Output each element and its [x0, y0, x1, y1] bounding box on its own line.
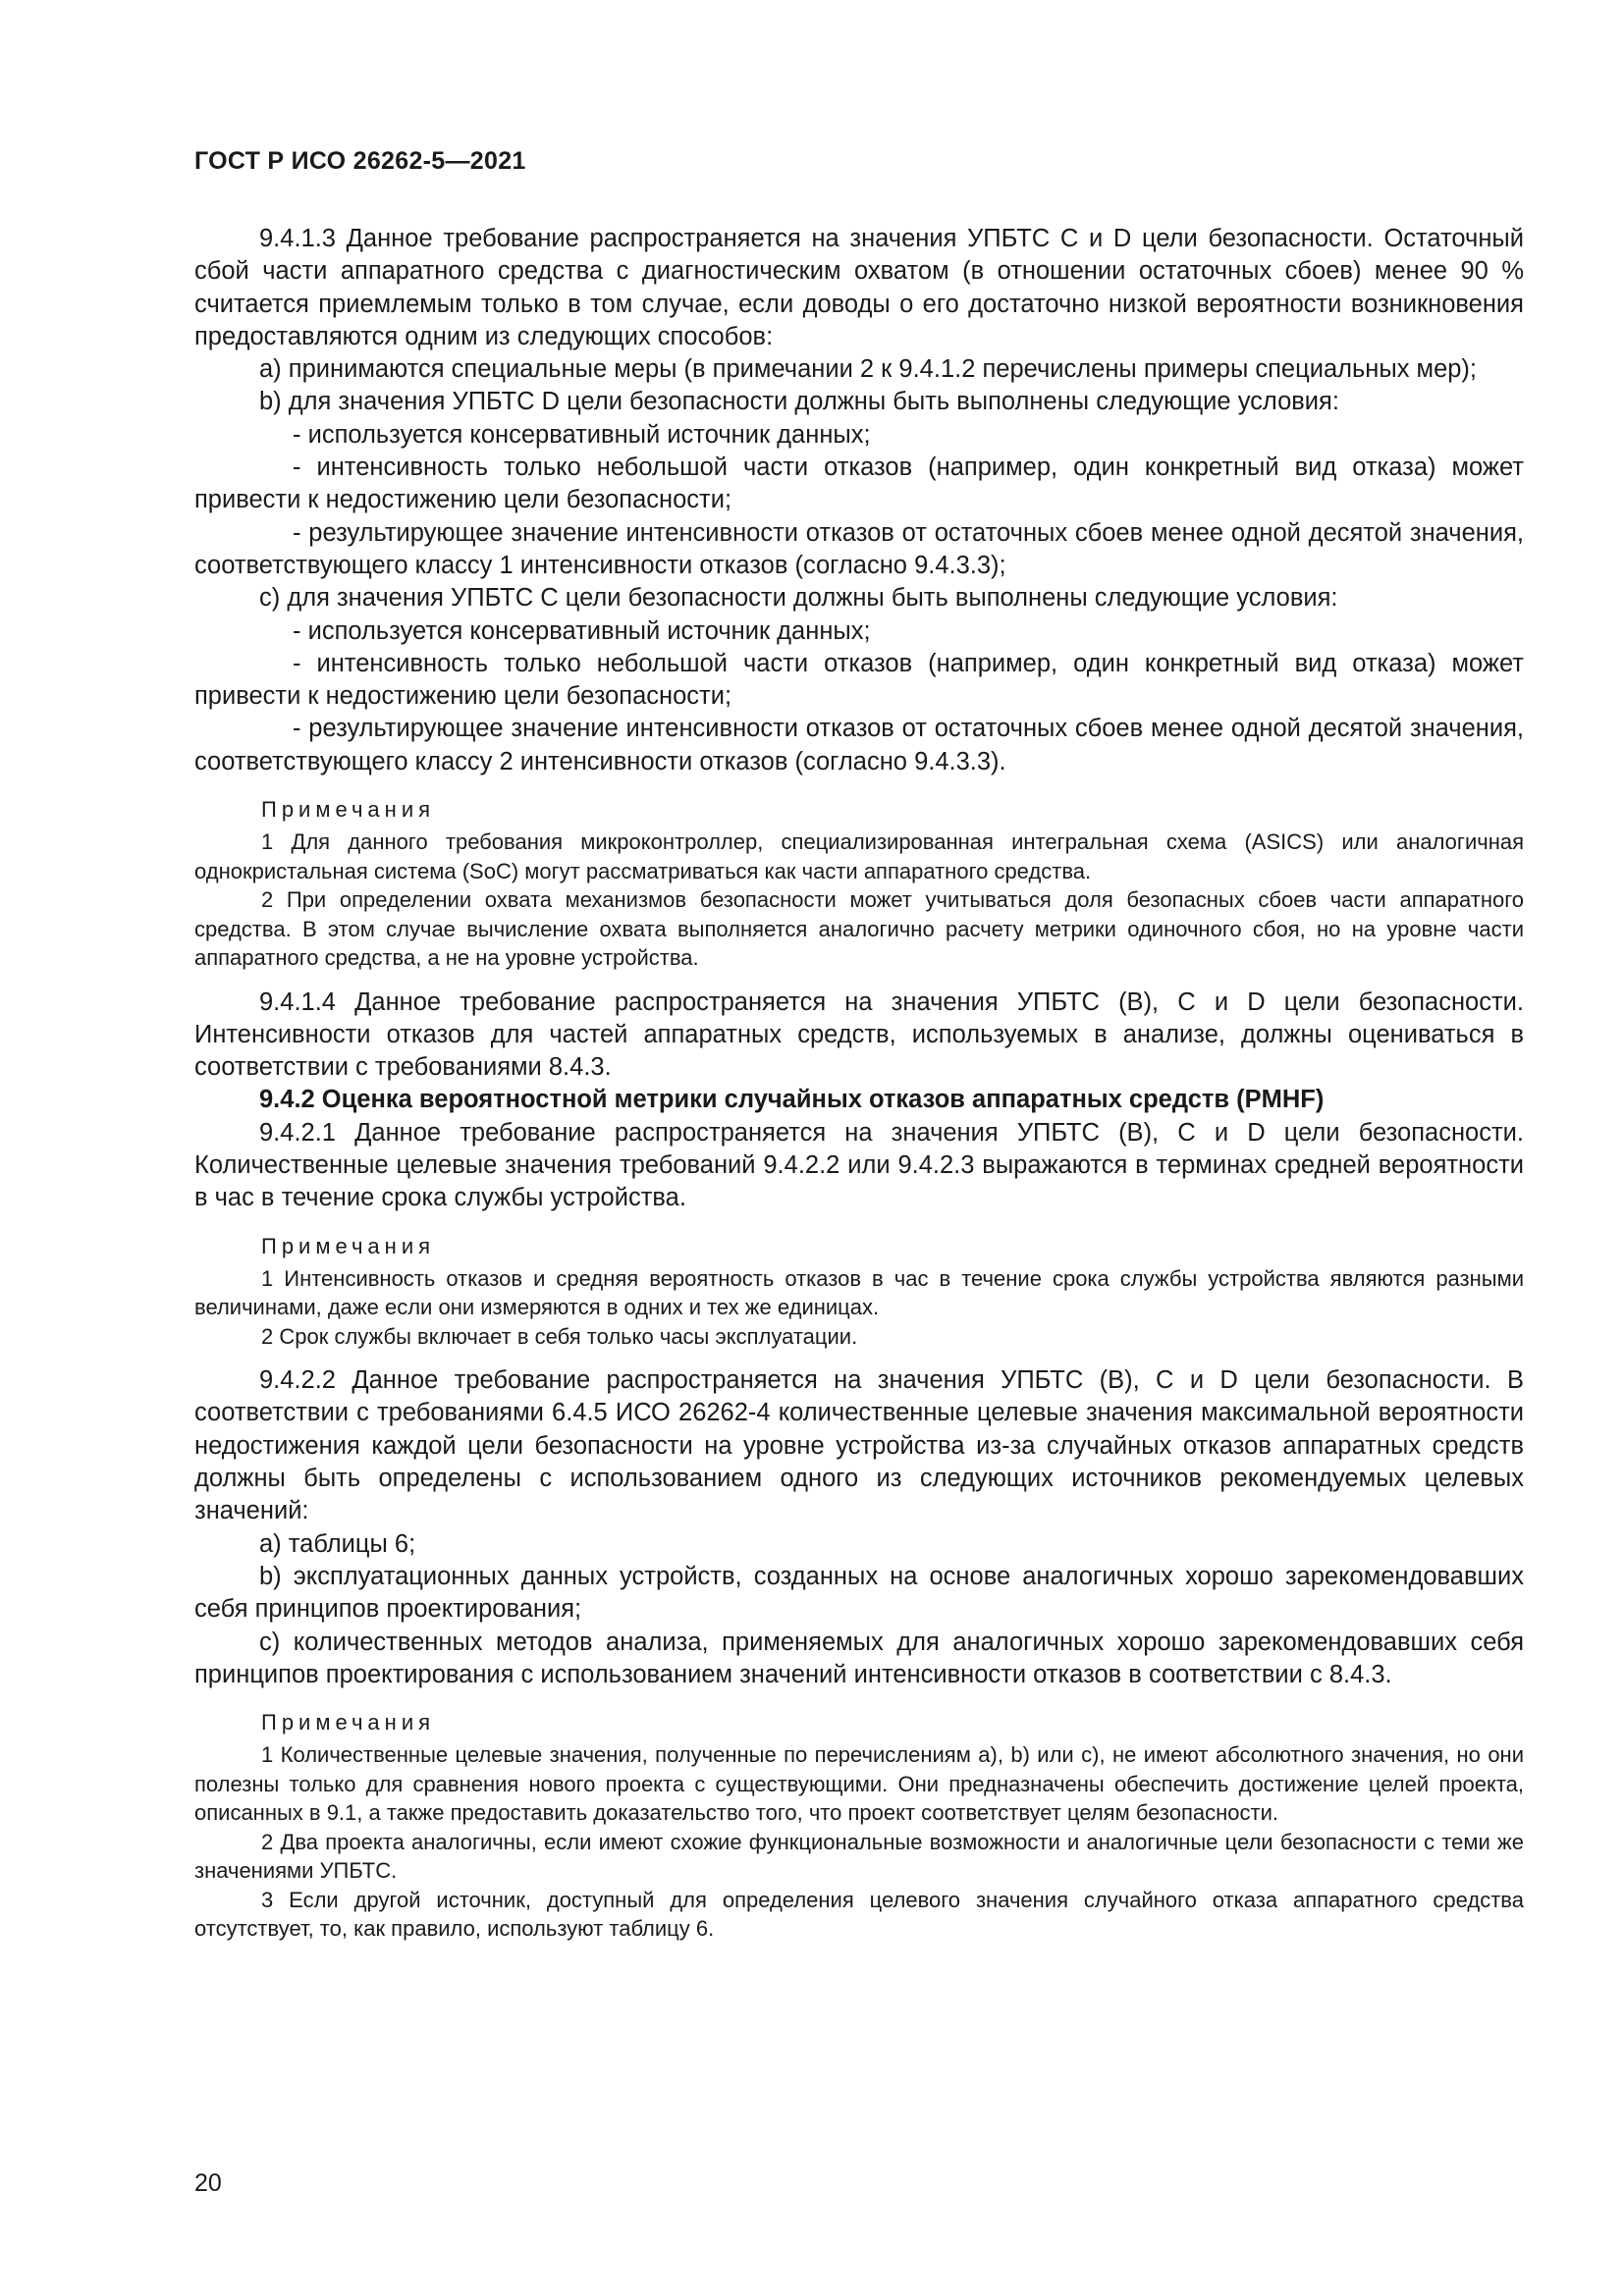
note-item: 3 Если другой источник, доступный для определения целевого значения случайного отказа аппаратного средства отсутствует, то, как правило, используют таблицу 6.: [194, 1887, 1524, 1942]
sub-item: - используется консервативный источник данных;: [293, 420, 871, 449]
paragraph-9-4-2-2: 9.4.2.2 Данное требование распространяется на значения УПБТС (B), C и D цели безопасности. В соответствии с требованиями 6.4.5 ИСО 26262-4 количественные целевые значения максимальной вероятности недостижения каждой цели безопасности на уровне устройства из-за случайных отказов аппаратных средств должны быть определены с использованием одного из следующих источников рекомендуемых целевых значений:: [194, 1366, 1524, 1525]
sub-item: - интенсивность только небольшой части отказов (например, один конкретный вид отказа) может привести к недостижению цели безопасности;: [194, 649, 1524, 711]
list-item-b: b) для значения УПБТС D цели безопасности должны быть выполнены следующие условия:: [259, 388, 1339, 416]
sub-item: - результирующее значение интенсивности отказов от остаточных сбоев менее одной десятой значения, соответствующего классу 2 интенсивности отказов (согласно 9.4.3.3).: [194, 715, 1524, 775]
paragraph-9-4-1-4: 9.4.1.4 Данное требование распространяется на значения УПБТС (B), C и D цели безопасности. Интенсивности отказов для частей аппаратных средств, используемых в анализе, должны оцениваться в соответствии с требованиями 8.4.3.: [194, 988, 1524, 1082]
document-body: [194, 223, 1524, 1944]
sub-item: - результирующее значение интенсивности отказов от остаточных сбоев менее одной десятой значения, соответствующего классу 1 интенсивности отказов (согласно 9.4.3.3);: [194, 518, 1524, 579]
list-item-a: a) принимаются специальные меры (в примечании 2 к 9.4.1.2 перечислены примеры специальных мер);: [259, 355, 1478, 384]
paragraph-9-4-2-1: 9.4.2.1 Данное требование распространяется на значения УПБТС (B), C и D цели безопасности. Количественные целевые значения требований 9.4.2.2 или 9.4.2.3 выражаются в терминах средней вероятности в час в течение срока службы устройства.: [194, 1118, 1524, 1212]
notes-heading: Примечания: [261, 1710, 436, 1735]
note-item: 2 Два проекта аналогичны, если имеют схожие функциональные возможности и аналогичные цели безопасности с теми же значениями УПБТС.: [194, 1829, 1524, 1884]
notes-heading: Примечания: [261, 797, 436, 823]
note-item: 2 При определении охвата механизмов безопасности может учитываться доля безопасных сбоев части аппаратного средства. В этом случае вычисление охвата выполняется аналогично расчету метрики одиночного сбоя, но на уровне части аппаратного средства, а не на уровне устройства.: [194, 887, 1524, 971]
document-header: ГОСТ Р ИСО 26262-5—2021: [194, 147, 526, 175]
page-number: 20: [194, 2169, 222, 2197]
section-heading-9-4-2: 9.4.2 Оценка вероятностной метрики случайных отказов аппаратных средств (PMHF): [259, 1086, 1325, 1114]
sub-item: - интенсивность только небольшой части отказов (например, один конкретный вид отказа) может привести к недостижению цели безопасности;: [194, 454, 1524, 514]
note-item: 1 Количественные целевые значения, полученные по перечислениям a), b) или c), не имеют абсолютного значения, но они полезны только для сравнения нового проекта с существующими. Они предназначены обеспечить достижение целей проекта, описанных в 9.1, а также предоставить доказательство того, что проект соответствует целям безопасности.: [194, 1742, 1524, 1826]
note-item: 1 Интенсивность отказов и средняя вероятность отказов в час в течение срока службы устройства являются разными величинами, даже если они измеряются в одних и тех же единицах.: [194, 1265, 1524, 1320]
list-item-c: c) количественных методов анализа, применяемых для аналогичных хорошо зарекомендовавших себя принципов проектирования с использованием значений интенсивности отказов в соответствии с 8.4.3.: [194, 1628, 1524, 1688]
note-item: 1 Для данного требования микроконтроллер, специализированная интегральная схема (ASICS) или аналогичная однокристальная система (SoC) могут рассматриваться как части аппаратного средства.: [194, 829, 1524, 883]
note-item: 2 Срок службы включает в себя только часы эксплуатации.: [261, 1323, 858, 1349]
sub-item: - используется консервативный источник данных;: [293, 616, 871, 645]
notes-heading: Примечания: [261, 1233, 436, 1258]
paragraph-9-4-1-3: 9.4.1.3 Данное требование распространяется на значения УПБТС C и D цели безопасности. Остаточный сбой части аппаратного средства с диагностическим охватом (в отношении остаточных сбоев) менее 90 % считается приемлемым только в том случае, если доводы о его достаточно низкой вероятности возникновения предоставляются одним из следующих способов:: [194, 225, 1524, 350]
list-item-b: b) эксплуатационных данных устройств, созданных на основе аналогичных хорошо зарекомендовавших себя принципов проектирования;: [194, 1562, 1524, 1624]
list-item-c: c) для значения УПБТС C цели безопасности должны быть выполнены следующие условия:: [259, 584, 1338, 613]
list-item-a: a) таблицы 6;: [259, 1529, 416, 1558]
